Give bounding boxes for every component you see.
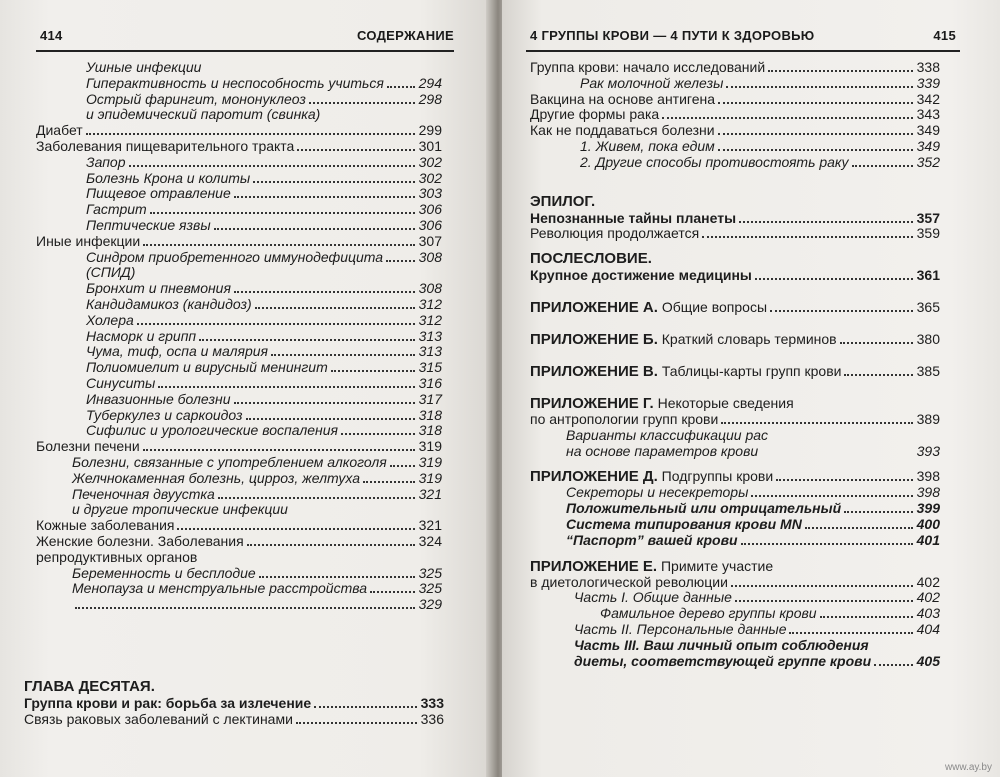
entry-title: (СПИД) <box>86 264 136 281</box>
appendix-e-line2 <box>530 575 940 591</box>
entry-title: “Паспорт” вашей крови <box>566 531 738 548</box>
toc-entry <box>36 234 442 250</box>
dot-leader <box>341 433 415 435</box>
entry-page-number: 313 <box>418 343 442 360</box>
left-page-number: 414 <box>40 28 63 43</box>
dot-leader <box>390 465 415 467</box>
entry-page-number: 359 <box>916 225 940 242</box>
appendix-label: ПРИЛОЖЕНИЕ А. <box>530 298 658 316</box>
dot-leader <box>852 165 913 167</box>
entry-title: Фамильное дерево группы крови <box>600 605 817 622</box>
dot-leader <box>143 449 415 451</box>
toc-entry <box>36 471 442 487</box>
toc-entry <box>36 265 442 281</box>
entry-title: Пищевое отравление <box>86 185 231 202</box>
entry-title: Желчнокаменная болезнь, цирроз, желтуха <box>72 469 361 486</box>
entry-page-number: 308 <box>418 280 442 297</box>
toc-entry <box>24 712 444 728</box>
dot-leader <box>314 706 417 708</box>
entry-title: Синдром приобретенного иммунодефицита <box>86 248 384 265</box>
entry-page-number: 389 <box>916 410 940 427</box>
entry-title: Непознанные тайны планеты <box>530 209 737 226</box>
toc-entry <box>530 533 940 549</box>
entry-page-number: 307 <box>418 232 442 249</box>
dot-leader <box>844 511 913 513</box>
entry-title: 1. Живем, пока едим <box>580 137 715 154</box>
entry-page-number: 342 <box>916 90 940 107</box>
entry-page-number: 312 <box>418 311 442 328</box>
entry-title: Пептические язвы <box>86 216 211 233</box>
dot-leader <box>234 402 415 404</box>
dot-leader <box>751 495 913 497</box>
watermark: www.ay.by <box>944 762 992 773</box>
entry-page-number: 318 <box>418 422 442 439</box>
right-running-title: 4 ГРУППЫ КРОВИ — 4 ПУТИ К ЗДОРОВЬЮ <box>530 28 815 43</box>
appendix-label: ПРИЛОЖЕНИЕ Д. <box>530 468 658 486</box>
dot-leader <box>129 165 416 167</box>
entry-title: 2. Другие способы противостоять раку <box>580 153 849 170</box>
entry-title: Гастрит <box>86 201 147 218</box>
dot-leader <box>718 133 913 135</box>
dot-leader <box>386 260 415 262</box>
toc-entry <box>36 250 442 266</box>
header-rule <box>36 50 454 52</box>
entry-page-number: 329 <box>418 596 442 613</box>
toc-entry <box>530 638 940 654</box>
dot-leader <box>735 600 913 602</box>
toc-entry <box>36 155 442 171</box>
entry-page-number: 402 <box>916 589 940 606</box>
entry-title: и эпидемический паротит (свинка) <box>86 106 321 123</box>
dot-leader <box>718 149 913 151</box>
toc-entry <box>36 281 442 297</box>
toc-entry <box>530 123 940 139</box>
entry-title: Женские болезни. Заболевания <box>36 532 244 549</box>
dot-leader <box>820 616 913 618</box>
entry-page-number: 403 <box>916 605 940 622</box>
entry-title: Печеночная двуустка <box>72 485 215 502</box>
entry-title: в диетологической революции <box>530 573 728 590</box>
entry-page-number: 302 <box>418 153 442 170</box>
entry-page-number: 316 <box>418 374 442 391</box>
dot-leader <box>259 576 415 578</box>
entry-page-number: 321 <box>418 517 442 534</box>
entry-page-number: 365 <box>916 298 940 315</box>
toc-entry <box>530 654 940 670</box>
dot-leader <box>297 149 415 151</box>
toc-entry <box>36 297 442 313</box>
entry-title: Сифилис и урологические воспаления <box>86 422 338 439</box>
entry-title: Чума, тиф, оспа и малярия <box>86 343 269 360</box>
entry-title: Запор <box>86 153 126 170</box>
entry-page-number: 398 <box>916 484 940 501</box>
entry-title: Часть I. Общие данные <box>574 589 732 606</box>
toc-entry <box>24 696 444 712</box>
entry-title: Часть III. Ваш личный опыт соблюдения <box>574 636 869 653</box>
toc-left <box>36 60 442 613</box>
entry-page-number: 301 <box>418 137 442 154</box>
entry-page-number: 405 <box>916 652 940 669</box>
dot-leader <box>246 418 415 420</box>
dot-leader <box>86 133 415 135</box>
toc-entry <box>530 60 940 76</box>
toc-entry <box>530 92 940 108</box>
entry-page-number: 308 <box>418 248 442 265</box>
toc-entry <box>36 186 442 202</box>
appendix-g-sub1 <box>530 428 940 444</box>
entry-title: Болезни печени <box>36 438 140 455</box>
dot-leader <box>844 374 913 376</box>
entry-title: на основе параметров крови <box>566 442 759 459</box>
dot-leader <box>199 339 415 341</box>
entry-page-number: 339 <box>916 74 940 91</box>
right-page-number: 415 <box>933 28 956 43</box>
entry-title: Кандидамикоз (кандидоз) <box>86 295 252 312</box>
appendix-title: Общие вопросы <box>661 298 768 315</box>
entry-title: Беременность и бесплодие <box>72 564 256 581</box>
toc-entry <box>36 439 442 455</box>
appendix-g <box>530 394 940 412</box>
entry-title: Вакцина на основе антигена <box>530 90 716 107</box>
toc-entry <box>530 211 940 227</box>
appendix-title: Примите участие <box>660 557 774 574</box>
appendix-d <box>530 467 940 485</box>
dot-leader <box>255 307 415 309</box>
dot-leader <box>739 221 913 223</box>
toc-entry <box>36 344 442 360</box>
entry-title: Система типирования крови MN <box>566 515 802 532</box>
appendix-title: Подгруппы крови <box>661 468 774 485</box>
entry-title: Как не поддаваться болезни <box>530 122 715 139</box>
toc-entry <box>530 590 940 606</box>
entry-page-number: 325 <box>418 580 442 597</box>
entry-title: Кожные заболевания <box>36 517 175 534</box>
entry-page-number: 393 <box>916 442 940 459</box>
entry-page-number: 399 <box>916 500 940 517</box>
entry-page-number: 306 <box>418 201 442 218</box>
entry-title: Ушные инфекции <box>86 59 202 75</box>
dot-leader <box>789 632 913 634</box>
toc-entry <box>36 487 442 503</box>
toc-entry <box>36 92 442 108</box>
entry-page-number: 317 <box>418 390 442 407</box>
toc-entry <box>36 581 442 597</box>
toc-entry <box>36 534 442 550</box>
appendix-label: ПРИЛОЖЕНИЕ Е. <box>530 557 658 575</box>
dot-leader <box>143 244 415 246</box>
entry-title: Революция продолжается <box>530 225 700 242</box>
appendix-e <box>530 557 940 575</box>
left-running-title: СОДЕРЖАНИЕ <box>357 28 454 43</box>
entry-title: по антропологии групп крови <box>530 410 719 427</box>
dot-leader <box>363 481 415 483</box>
header-rule <box>526 50 960 52</box>
entry-title: Крупное достижение медицины <box>530 267 752 284</box>
afterword-heading: ПОСЛЕСЛОВИЕ. <box>530 250 652 268</box>
entry-title: Группа крови: начало исследований <box>530 59 766 75</box>
dot-leader <box>218 497 415 499</box>
toc-entry <box>36 107 442 123</box>
entry-title: Острый фарингит, мононуклеоз <box>86 90 306 107</box>
entry-title: Иные инфекции <box>36 232 141 249</box>
toc-entry <box>36 518 442 534</box>
appendix-title: Краткий словарь терминов <box>661 330 837 347</box>
entry-page-number: 385 <box>916 362 940 379</box>
entry-page-number: 319 <box>418 453 442 470</box>
toc-entry <box>36 408 442 424</box>
entry-page-number: 312 <box>418 295 442 312</box>
entry-page-number: 333 <box>420 695 444 711</box>
entry-title: Болезнь Крона и колиты <box>86 169 251 186</box>
toc-entry <box>530 517 940 533</box>
entry-page-number: 361 <box>916 267 940 284</box>
entry-title: и другие тропические инфекции <box>72 501 288 518</box>
toc-right <box>530 60 940 669</box>
toc-entry <box>530 155 940 171</box>
entry-title: Группа крови и рак: борьба за излечение <box>24 695 312 711</box>
entry-page-number: 336 <box>420 710 444 727</box>
dot-leader <box>776 479 913 481</box>
toc-entry <box>36 76 442 92</box>
entry-page-number: 319 <box>418 438 442 455</box>
dot-leader <box>702 236 913 238</box>
appendix-title: Таблицы-карты групп крови <box>661 362 842 379</box>
toc-entry <box>36 597 442 613</box>
entry-title: Болезни, связанные с употреблением алкоголя <box>72 453 387 470</box>
toc-entry <box>36 123 442 139</box>
toc-entry <box>36 171 442 187</box>
toc-entry <box>530 107 940 123</box>
toc-entry <box>36 550 442 566</box>
dot-leader <box>805 527 913 529</box>
entry-page-number: 398 <box>916 468 940 485</box>
toc-entry <box>36 376 442 392</box>
entry-page-number: 352 <box>916 153 940 170</box>
toc-entry <box>36 218 442 234</box>
entry-page-number: 324 <box>418 532 442 549</box>
appendix-g-sub2 <box>530 444 940 460</box>
entry-page-number: 294 <box>418 74 442 91</box>
appendix-title: Некоторые сведения <box>657 394 794 411</box>
entry-page-number: 343 <box>916 106 940 123</box>
entry-title: Другие формы рака <box>530 106 660 123</box>
chapter-heading: ГЛАВА ДЕСЯТАЯ. <box>24 678 155 695</box>
entry-page-number: 319 <box>418 469 442 486</box>
dot-leader <box>731 585 913 587</box>
toc-entry <box>530 139 940 155</box>
toc-entry <box>36 329 442 345</box>
appendix-entry <box>530 362 940 380</box>
entry-page-number: 299 <box>418 122 442 139</box>
dot-leader <box>137 323 415 325</box>
toc-entry <box>36 423 442 439</box>
toc-entry <box>36 139 442 155</box>
entry-title: Полиомиелит и вирусный менингит <box>86 359 328 376</box>
toc-entry <box>36 392 442 408</box>
entry-title: Заболевания пищеварительного тракта <box>36 137 295 154</box>
dot-leader <box>296 722 417 724</box>
dot-leader <box>741 543 913 545</box>
epilog-heading: ЭПИЛОГ. <box>530 192 596 210</box>
dot-leader <box>721 422 913 424</box>
appendix-label: ПРИЛОЖЕНИЕ В. <box>530 362 658 380</box>
dot-leader <box>234 291 415 293</box>
entry-page-number: 325 <box>418 564 442 581</box>
dot-leader <box>662 117 913 119</box>
toc-entry <box>530 606 940 622</box>
toc-entry <box>530 76 940 92</box>
right-page <box>502 0 1000 777</box>
entry-title: Варианты классификации рас <box>566 426 769 443</box>
entry-page-number: 303 <box>418 185 442 202</box>
entry-title: Рак молочной железы <box>580 74 724 91</box>
entry-title: Холера <box>86 311 134 328</box>
dot-leader <box>726 86 913 88</box>
toc-entry <box>530 501 940 517</box>
entry-page-number: 404 <box>916 620 940 637</box>
entry-title: Туберкулез и саркоидоз <box>86 406 243 423</box>
entry-title: Насморк и грипп <box>86 327 197 344</box>
toc-entry <box>36 360 442 376</box>
entry-page-number: 357 <box>916 209 940 226</box>
dot-leader <box>75 607 415 609</box>
toc-entry <box>530 622 940 638</box>
entry-page-number: 400 <box>916 515 940 532</box>
appendix-label: ПРИЛОЖЕНИЕ Г. <box>530 394 654 412</box>
entry-title: Менопауза и менструальные расстройства <box>72 580 368 597</box>
toc-entry <box>36 455 442 471</box>
left-page <box>0 0 494 777</box>
dot-leader <box>755 278 913 280</box>
entry-page-number: 380 <box>916 330 940 347</box>
dot-leader <box>309 102 415 104</box>
appendix-entry <box>530 330 940 348</box>
dot-leader <box>253 181 415 183</box>
entry-page-number: 321 <box>418 485 442 502</box>
toc-entry <box>36 313 442 329</box>
dot-leader <box>874 664 913 666</box>
entry-page-number: 306 <box>418 216 442 233</box>
appendix-g-line2 <box>530 412 940 428</box>
appendix-entry <box>530 298 940 316</box>
entry-title: Инвазионные болезни <box>86 390 231 407</box>
entry-page-number: 401 <box>916 531 940 548</box>
toc-entry <box>36 202 442 218</box>
entry-page-number: 338 <box>916 59 940 75</box>
entry-page-number: 298 <box>418 90 442 107</box>
entry-title: Синуситы <box>86 374 156 391</box>
entry-page-number: 313 <box>418 327 442 344</box>
toc-entry <box>36 502 442 518</box>
dot-leader <box>158 386 415 388</box>
dot-leader <box>271 354 415 356</box>
entry-title: Секреторы и несекреторы <box>566 484 749 501</box>
entry-title: Часть II. Персональные данные <box>574 620 787 637</box>
dot-leader <box>718 102 913 104</box>
dot-leader <box>150 212 415 214</box>
appendix-label: ПРИЛОЖЕНИЕ Б. <box>530 330 658 348</box>
dot-leader <box>387 86 415 88</box>
entry-title: Бронхит и пневмония <box>86 280 231 297</box>
toc-entry <box>530 226 940 242</box>
dot-leader <box>234 196 415 198</box>
entry-page-number: 302 <box>418 169 442 186</box>
entry-page-number: 318 <box>418 406 442 423</box>
entry-title: диеты, соответствующей группе крови <box>574 652 872 669</box>
entry-title: Диабет <box>36 122 83 139</box>
dot-leader <box>768 70 913 72</box>
chapter-ten <box>24 678 444 728</box>
entry-title: Положительный или отрицательный <box>566 500 842 517</box>
entry-page-number: 402 <box>916 573 940 590</box>
dot-leader <box>214 228 415 230</box>
dot-leader <box>370 591 415 593</box>
entry-title: Связь раковых заболеваний с лектинами <box>24 710 293 727</box>
entry-title: репродуктивных органов <box>36 548 198 565</box>
dot-leader <box>177 528 415 530</box>
dot-leader <box>770 310 913 312</box>
entry-title: Гиперактивность и неспособность учиться <box>86 74 384 91</box>
dot-leader <box>331 370 415 372</box>
toc-entry <box>36 566 442 582</box>
toc-entry <box>36 60 442 76</box>
entry-page-number: 349 <box>916 122 940 139</box>
entry-page-number: 315 <box>418 359 442 376</box>
dot-leader <box>840 342 913 344</box>
dot-leader <box>247 544 415 546</box>
entry-page-number: 349 <box>916 137 940 154</box>
toc-entry <box>530 268 940 284</box>
toc-entry <box>530 485 940 501</box>
